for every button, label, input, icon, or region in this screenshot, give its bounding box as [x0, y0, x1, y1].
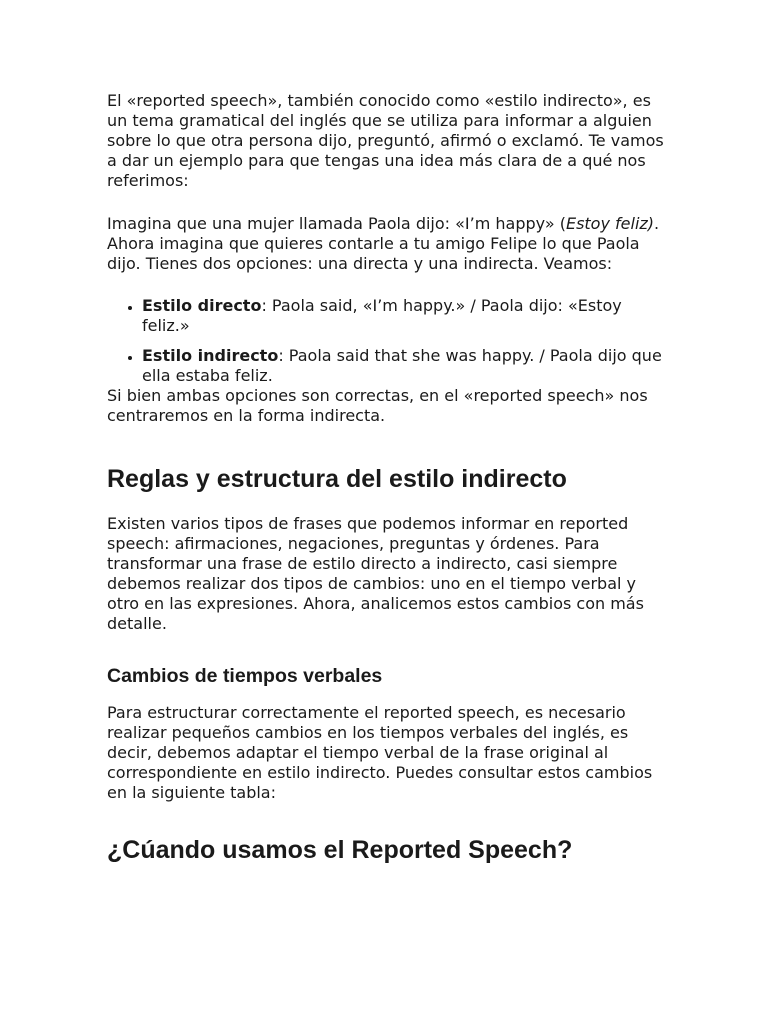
cambios-paragraph: Para estructurar correctamente el reported speech, es necesario realizar pequeños cambios en los tiempos verbales del inglés, es decir, debemos adaptar el tiempo verbal de la frase original al correspondiente en estilo indirecto. Puedes consultar estos cambios en la siguiente tabla: — [107, 703, 653, 802]
style-examples-list — [107, 296, 667, 386]
list-item-term: Estilo indirecto — [142, 346, 279, 365]
list-item — [142, 346, 667, 386]
conclusion-paragraph: Si bien ambas opciones son correctas, en el «reported speech» nos centraremos en la forma indirecta. — [107, 386, 648, 425]
example-text-end: . Ahora imagina que quieres contarle a tu amigo Felipe lo que Paola dijo. Tienes dos opciones: una directa y una indirecta. Veamos: — [107, 214, 660, 273]
document-page — [107, 91, 667, 865]
example-text-start: Imagina que una mujer llamada Paola dijo: «I’m happy» ( — [107, 214, 566, 233]
reglas-paragraph: Existen varios tipos de frases que podemos informar en reported speech: afirmaciones, negaciones, preguntas y órdenes. Para transformar una frase de estilo directo a indirecto, casi siempre debemos realizar dos tipos de cambios: uno en el tiempo verbal y otro en las expresiones. Ahora, analicemos estos cambios con más detalle. — [107, 514, 644, 633]
list-item-text: : Paola said that she was happy. / Paola dijo que ella estaba feliz. — [142, 346, 662, 385]
list-item-term: Estilo directo — [142, 296, 262, 315]
section-heading-reglas: Reglas y estructura del estilo indirecto — [107, 465, 567, 493]
section-heading-cuando: ¿Cúando usamos el Reported Speech? — [107, 836, 573, 864]
example-paragraph — [107, 214, 667, 274]
example-translation: Estoy feliz) — [565, 214, 655, 233]
list-item — [142, 296, 667, 336]
intro-paragraph: El «reported speech», también conocido como «estilo indirecto», es un tema gramatical del inglés que se utiliza para informar a alguien sobre lo que otra persona dijo, preguntó, afirmó o exclamó. Te vamos a dar un ejemplo para que tengas una idea más clara de a qué nos referimos: — [107, 91, 664, 190]
list-item-text: : Paola said, «I’m happy.» / Paola dijo: «Estoy feliz.» — [142, 296, 622, 335]
section-heading-cambios: Cambios de tiempos verbales — [107, 665, 383, 687]
